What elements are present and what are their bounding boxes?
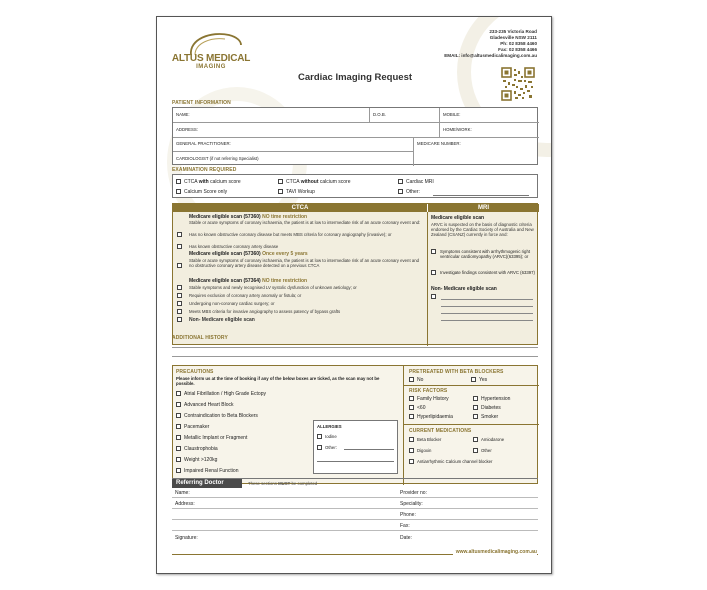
ref-address-field-2[interactable]: [172, 509, 392, 519]
ctca-s3-title: Medicare eligible scan (57364) NO time restriction: [189, 278, 308, 284]
dob-field[interactable]: [389, 110, 437, 120]
checkbox[interactable]: [176, 424, 181, 429]
ctca-s1-item2[interactable]: Has known obstructive coronary artery disease: [177, 244, 422, 250]
exam-other[interactable]: Other:: [398, 189, 420, 195]
checkbox[interactable]: [409, 459, 414, 464]
ctca-s1-desc: Stable or acute symptoms of coronary ischaemia, the patient is at low to intermediate risk of an acute coronary event and:: [189, 220, 421, 225]
allergies-title: ALLERGIES: [317, 424, 342, 429]
checkbox[interactable]: [176, 435, 181, 440]
ref-provider-label: Provider no:: [400, 490, 427, 496]
exam-section-label: EXAMINATION REQUIRED: [172, 167, 237, 173]
checkbox[interactable]: [176, 468, 181, 473]
referring-row-3: [172, 509, 538, 520]
checkbox[interactable]: [177, 293, 182, 298]
checkbox[interactable]: [409, 396, 414, 401]
checkbox[interactable]: [473, 405, 478, 410]
ref-address-label: Address:: [175, 501, 195, 507]
ctca-s1-item1[interactable]: Has no known obstructive coronary disease but meets MBS criteria for coronary angiography (invasive); or: [177, 232, 422, 244]
med-other[interactable]: Other: [473, 448, 492, 453]
precaution-weight[interactable]: Weight >120kg: [176, 457, 217, 463]
ref-address-field-3[interactable]: [172, 520, 392, 530]
ctca-s2-item1[interactable]: Stable or acute symptoms of coronary ischaemia, the patient is at low to intermediate risk of an acute coronary event and no obstructive coronary artery disease detected on a previous CTCA: [177, 258, 422, 275]
checkbox[interactable]: [398, 189, 403, 194]
risk-smoker[interactable]: Smoker: [473, 414, 498, 420]
checkbox[interactable]: [398, 179, 403, 184]
medicare-field[interactable]: [417, 148, 537, 164]
name-label: NAME:: [176, 112, 190, 117]
ref-address-field[interactable]: [202, 498, 392, 508]
risk-hypertension[interactable]: Hypertension: [473, 396, 510, 402]
referring-row-1: [172, 487, 538, 498]
allergies-box: [313, 420, 398, 474]
checkbox[interactable]: [177, 285, 182, 290]
address-line-2: Gladesville NSW 2111: [489, 35, 537, 40]
patient-section-label: PATIENT INFORMATION: [172, 100, 231, 106]
checkbox[interactable]: [177, 317, 182, 322]
checkbox[interactable]: [473, 448, 478, 453]
checkbox[interactable]: [409, 405, 414, 410]
ref-specialty-label: Speciality:: [400, 501, 423, 507]
exam-ctca-with[interactable]: CTCA with calcium score: [176, 179, 241, 185]
checkbox[interactable]: [471, 377, 476, 382]
ctca-s3-item2[interactable]: Requires exclusion of coronary artery anomaly or fistula; or: [177, 293, 422, 300]
ref-signature-label: Signature:: [175, 535, 198, 541]
ref-phone-label: Phone:: [400, 512, 416, 518]
allergy-other[interactable]: Other:: [317, 445, 337, 450]
allergy-iodine[interactable]: Iodine: [317, 434, 337, 439]
checkbox[interactable]: [278, 179, 283, 184]
checkbox[interactable]: [317, 445, 322, 450]
patient-name-field[interactable]: [197, 110, 365, 120]
medicare-label: MEDICARE NUMBER:: [417, 141, 461, 146]
pretreated-yes[interactable]: Yes: [471, 377, 487, 383]
precaution-metallic-implant[interactable]: Metallic Implant or Fragment: [176, 435, 247, 441]
fax-text: Fax: 02 8358 4466: [498, 47, 537, 52]
referring-title: Referring Doctor: [172, 479, 242, 488]
ref-phone-field[interactable]: [422, 509, 536, 519]
checkbox[interactable]: [431, 294, 436, 299]
checkbox[interactable]: [473, 437, 478, 442]
cardiologist-field[interactable]: [283, 153, 411, 164]
mobile-field[interactable]: [467, 110, 537, 120]
checkbox[interactable]: [176, 391, 181, 396]
precaution-beta-blockers[interactable]: Contraindication to Beta Blockers: [176, 413, 258, 419]
checkbox[interactable]: [176, 189, 181, 194]
gp-label: GENERAL PRACTITIONER:: [176, 141, 231, 146]
exam-calcium-score[interactable]: Calcium Score only: [176, 189, 227, 195]
ctca-s3-item4[interactable]: Meets MBS criteria for invasive angiography to assess patency of bypass grafts: [177, 309, 422, 316]
ref-date-field[interactable]: [418, 531, 536, 542]
exam-tavi[interactable]: TAVI Workup: [278, 189, 315, 195]
risk-family-history[interactable]: Family History: [409, 396, 449, 402]
request-form-page: [156, 16, 552, 574]
mobile-label: MOBILE:: [443, 112, 461, 117]
contact-block: [444, 29, 537, 59]
precaution-renal[interactable]: Impaired Renal Function: [176, 468, 238, 474]
med-amiodarone[interactable]: Amiodarone: [473, 437, 504, 442]
checkbox[interactable]: [409, 437, 414, 442]
checkbox[interactable]: [177, 263, 182, 268]
mri-item2[interactable]: Investigate findings consistent with ARVC (63397): [431, 270, 535, 282]
checkbox[interactable]: [176, 402, 181, 407]
precautions-intro: Please inform us at the time of booking if any of the below boxes are ticked, as the scan may not be possible.: [176, 376, 380, 387]
home-work-label: HOME/WORK:: [443, 127, 472, 132]
gp-field[interactable]: [243, 139, 411, 149]
ctca-s2-title: Medicare eligible scan (57360) Once every 5 years: [189, 251, 308, 257]
checkbox[interactable]: [176, 457, 181, 462]
checkbox[interactable]: [409, 414, 414, 419]
ref-fax-label: Fax:: [400, 523, 410, 529]
address-line-1: 233-235 Victoria Road: [489, 29, 537, 34]
risk-hyperlipidaemia[interactable]: Hyperlipidaemia: [409, 414, 453, 420]
referring-row-5: [172, 531, 538, 542]
ref-name-label: Name:: [175, 490, 190, 496]
ref-fax-field[interactable]: [416, 520, 536, 530]
ctca-s3-item1[interactable]: Stable symptoms and newly recognised LV systolic dysfunction of unknown aetiology; or: [177, 285, 422, 292]
checkbox[interactable]: [176, 413, 181, 418]
exam-ctca-without[interactable]: CTCA without calcium score: [278, 179, 350, 185]
precaution-af[interactable]: Atrial Fibrillation / High Grade Ectopy: [176, 391, 266, 397]
logo-text: ALTUS MEDICAL: [171, 53, 251, 64]
precautions-label: PRECAUTIONS: [176, 369, 214, 375]
ctca-non-medicare[interactable]: Non- Medicare eligible scan: [177, 317, 422, 324]
exam-box: [172, 174, 538, 198]
ref-provider-field[interactable]: [436, 487, 536, 497]
footer-url[interactable]: www.altusmedicalimaging.com.au: [453, 549, 537, 555]
precautions-panel: [172, 365, 538, 484]
med-beta-blocker[interactable]: Beta Blocker: [409, 437, 441, 442]
referring-header: [172, 478, 538, 487]
ctca-mri-panel: [172, 203, 538, 345]
logo-subtext: IMAGING: [196, 64, 226, 70]
checkbox[interactable]: [177, 232, 182, 237]
pretreated-label: PRETREATED WITH BETA BLOCKERS: [409, 369, 504, 375]
risk-age[interactable]: <60: [409, 405, 425, 411]
risk-diabetes[interactable]: Diabetes: [473, 405, 501, 411]
altus-logo: [171, 29, 251, 75]
checkbox[interactable]: [176, 446, 181, 451]
home-work-field[interactable]: [478, 124, 537, 134]
checkbox[interactable]: [176, 179, 181, 184]
checkbox[interactable]: [409, 448, 414, 453]
dob-label: D.O.B.: [373, 112, 386, 117]
cardiologist-label: CARDIOLOGIST (if not referring Specialist): [176, 156, 259, 161]
checkbox[interactable]: [317, 434, 322, 439]
pretreated-no[interactable]: No: [409, 377, 423, 383]
history-section-label: ADDITIONAL HISTORY: [172, 335, 228, 341]
email-text: EMAIL: info@altusmedicalimaging.com.au: [444, 53, 537, 58]
ref-date-label: Date:: [400, 535, 412, 541]
precaution-claustrophobia[interactable]: Claustrophobia: [176, 446, 218, 452]
ctca-s3-item3[interactable]: Undergoing non-coronary cardiac surgery; or: [177, 301, 422, 308]
referring-row-4: [172, 520, 538, 531]
checkbox[interactable]: [473, 414, 478, 419]
medications-label: CURRENT MEDICATIONS: [409, 428, 472, 434]
ctca-header: CTCA: [173, 204, 427, 212]
checkbox[interactable]: [177, 301, 182, 306]
exam-other-line[interactable]: [433, 195, 529, 196]
med-digoxin[interactable]: Digoxin: [409, 448, 431, 453]
checkbox[interactable]: [177, 244, 182, 249]
ref-signature-field[interactable]: [208, 531, 392, 542]
mri-title: Medicare eligible scan: [431, 215, 485, 221]
patient-info-box: [172, 107, 538, 165]
checkbox[interactable]: [431, 270, 436, 275]
mri-header: MRI: [427, 204, 539, 212]
precaution-heart-block[interactable]: Advanced Heart Block: [176, 402, 233, 408]
mri-desc: ARVC is suspected on the basis of diagnostic criteria endorsed by the Cardiac Society of Australia and New Zealand (CSANZ) currently in force and:: [431, 222, 534, 238]
checkbox[interactable]: [409, 377, 414, 382]
ctca-s1-title: Medicare eligible scan (57360) NO time restriction: [189, 214, 308, 220]
page-title: Cardiac Imaging Request: [297, 72, 413, 83]
additional-history-field[interactable]: [172, 341, 538, 361]
med-antiarrhythmic[interactable]: Antiarrhythmic Calcium channel blocker: [409, 459, 492, 464]
checkbox[interactable]: [473, 396, 478, 401]
phone-text: Ph: 02 8358 4460: [500, 41, 537, 46]
precaution-pacemaker[interactable]: Pacemaker: [176, 424, 209, 430]
ref-name-field[interactable]: [197, 487, 392, 497]
checkbox[interactable]: [431, 249, 436, 254]
risk-factors-label: RISK FACTORS: [409, 388, 448, 394]
referring-row-2: [172, 498, 538, 509]
mri-non-medicare-option[interactable]: [431, 294, 535, 302]
checkbox[interactable]: [177, 309, 182, 314]
address-label: ADDRESS:: [176, 127, 198, 132]
exam-cardiac-mri[interactable]: Cardiac MRI: [398, 179, 434, 185]
mri-item1[interactable]: Symptoms consistent with arrhythmogenic right ventricular cardiomyopathy (ARVC)(63395); or: [431, 249, 535, 269]
checkbox[interactable]: [278, 189, 283, 194]
address-field[interactable]: [203, 124, 437, 134]
mri-non-medicare: Non- Medicare eligible scan: [431, 286, 497, 292]
ref-specialty-field[interactable]: [434, 498, 536, 508]
referring-note: These sections MUST be completed: [248, 481, 318, 486]
